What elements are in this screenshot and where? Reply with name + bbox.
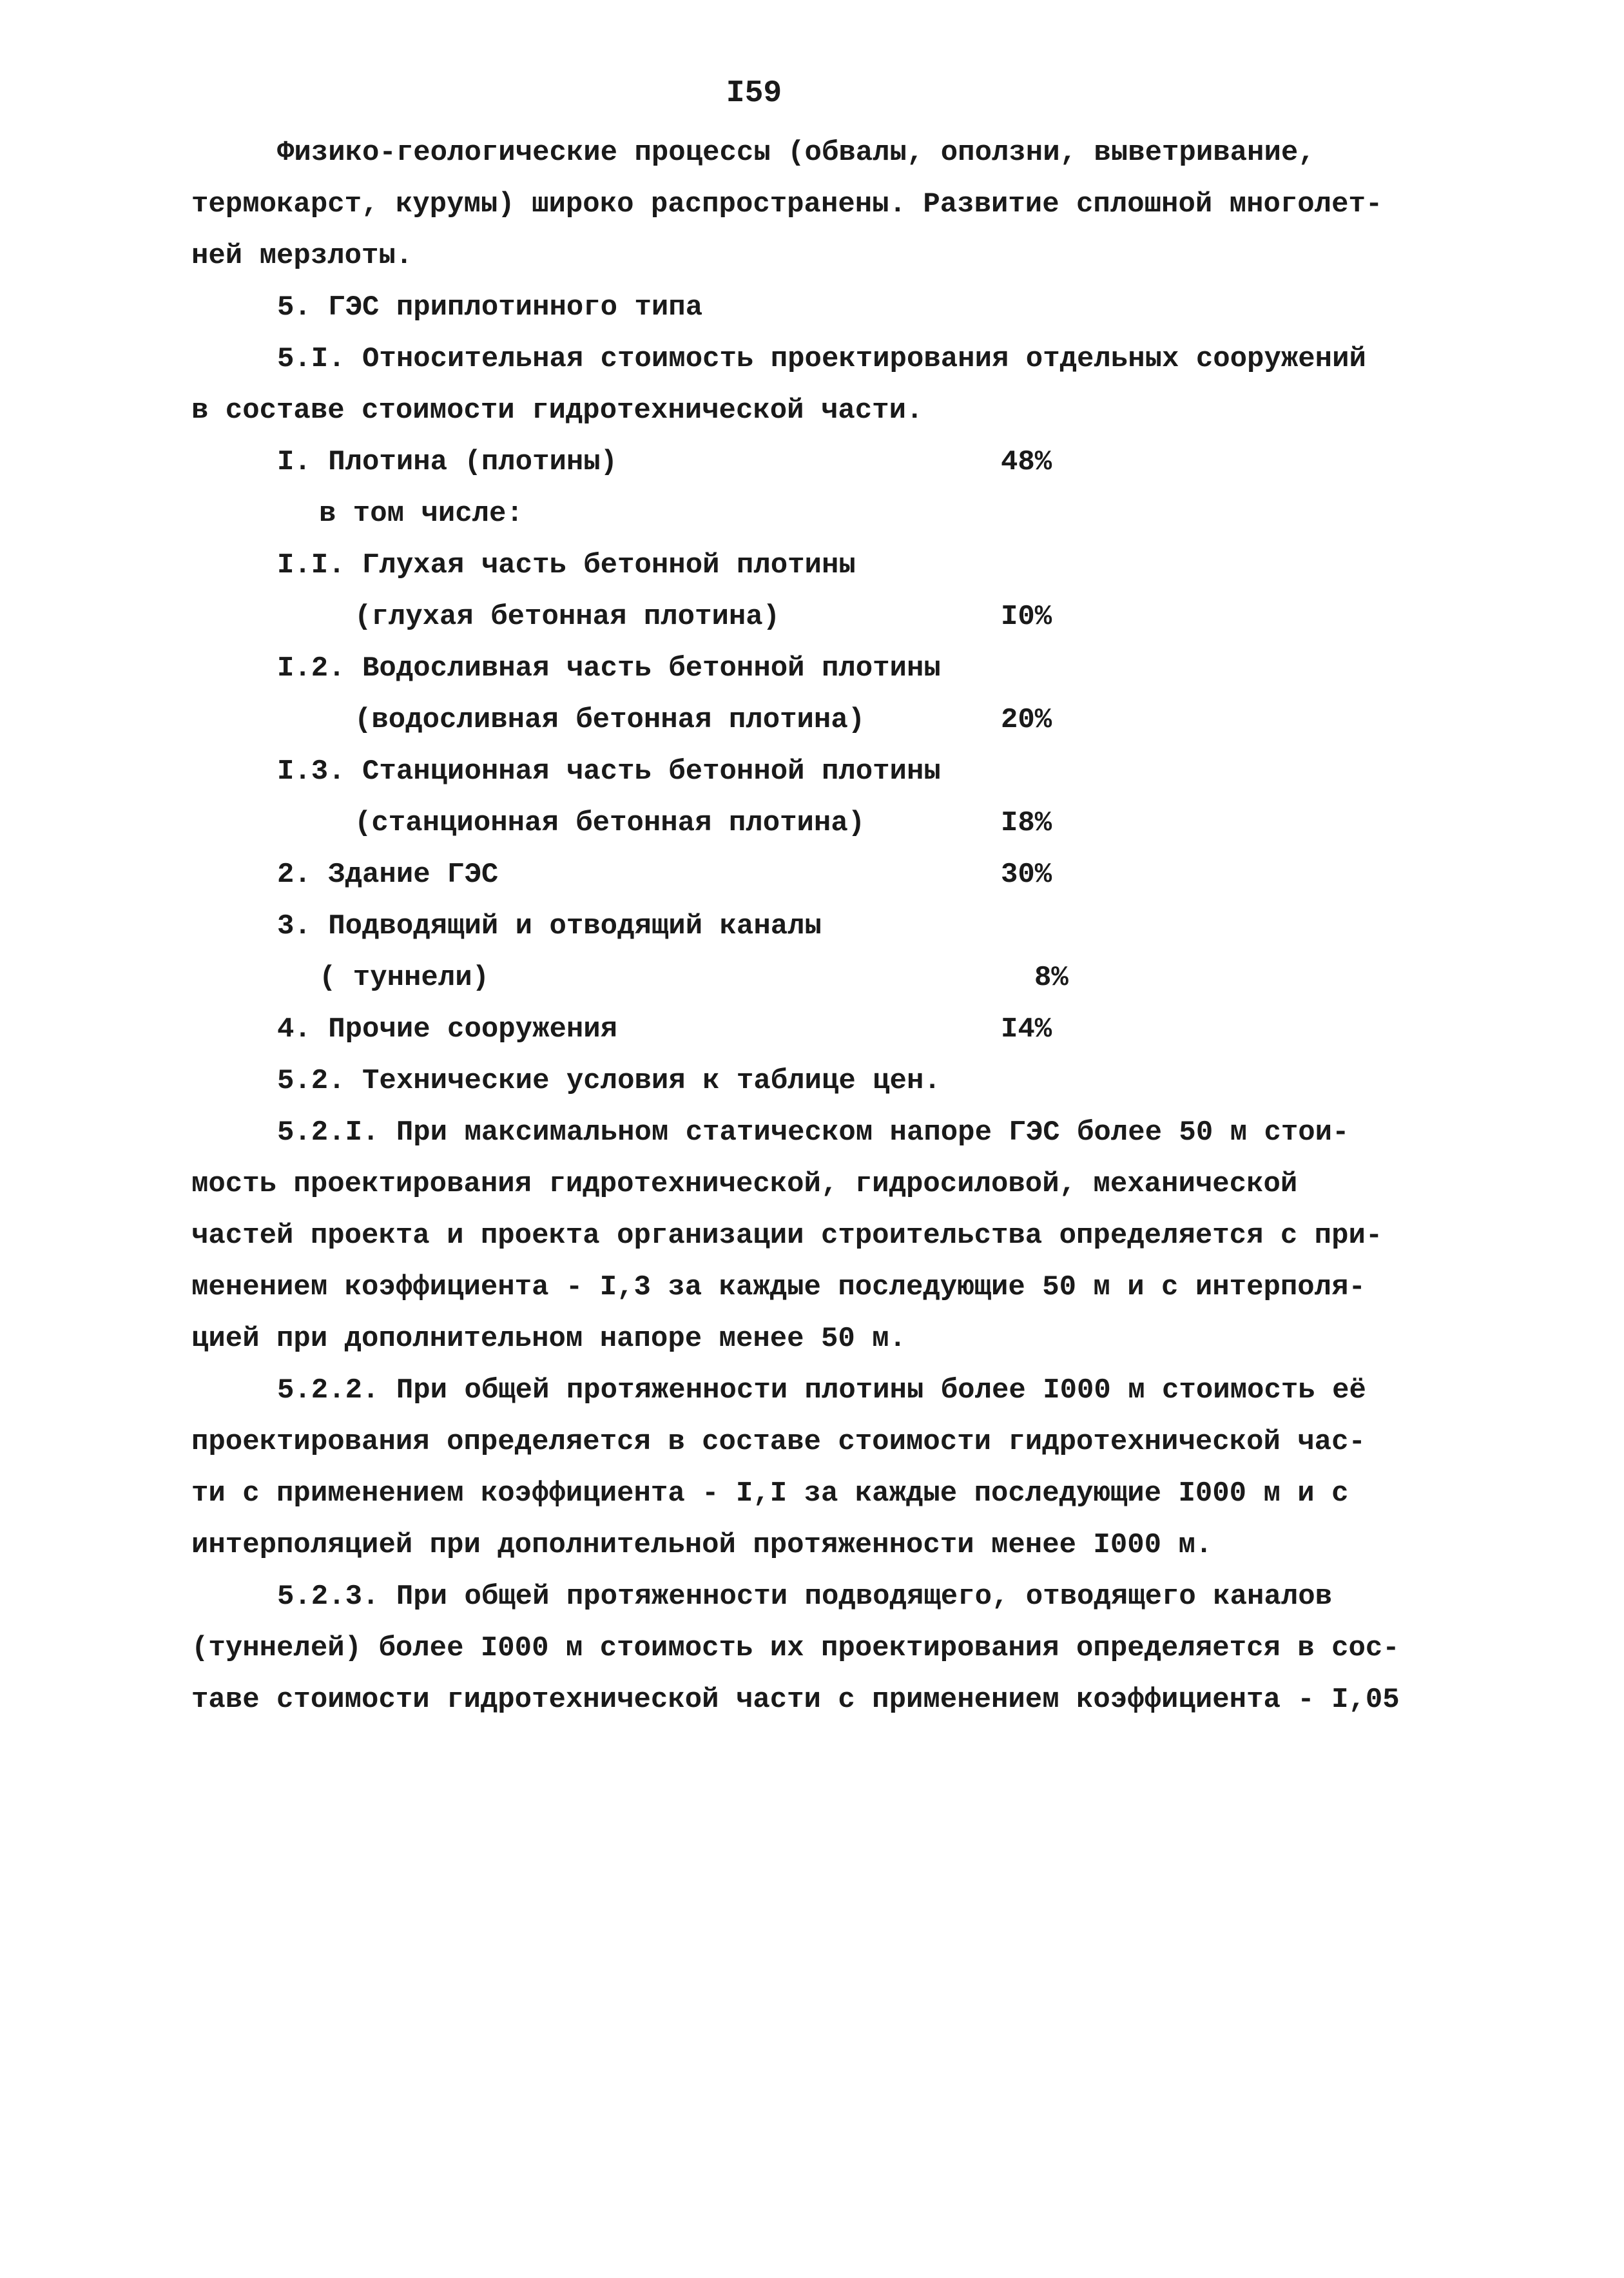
paragraph-5-2-2-line: 5.2.2. При общей протяженности плотины более I000 м стоимость её <box>277 1374 1366 1407</box>
section-heading: 5. ГЭС приплотинного типа <box>277 291 703 324</box>
intro-line-2: термокарст, курумы) широко распространены. Развитие сплошной многолет- <box>191 188 1383 220</box>
paragraph-5-2-3-line: 5.2.3. При общей протяженности подводящего, отводящего каналов <box>277 1581 1333 1613</box>
item-label: (глухая бетонная плотина) <box>354 601 780 633</box>
paragraph-5-2-2-line: ти с применением коэффициента - I,I за каждые последующие I000 м и с <box>191 1477 1349 1510</box>
item-label: (водосливная бетонная плотина) <box>354 704 865 736</box>
subsection-5-1-line-2: в составе стоимости гидротехнической части. <box>191 394 923 427</box>
item-label: (станционная бетонная плотина) <box>354 807 865 839</box>
item-label: I.3. Станционная часть бетонной плотины <box>277 755 941 788</box>
item-label: I.I. Глухая часть бетонной плотины <box>277 549 856 581</box>
paragraph-5-2-2-line: проектирования определяется в составе стоимости гидротехнической час- <box>191 1426 1366 1458</box>
item-label: I. Плотина (плотины) <box>277 446 618 478</box>
item-percent: I4% <box>1001 1013 1052 1046</box>
item-label: ( туннели) <box>319 962 490 994</box>
item-label: в том числе: <box>319 498 523 530</box>
item-label: I.2. Водосливная часть бетонной плотины <box>277 652 941 685</box>
item-percent: 20% <box>1001 704 1052 736</box>
item-percent: 48% <box>1001 446 1052 478</box>
subsection-5-1-line-1: 5.I. Относительная стоимость проектирования отдельных сооружений <box>277 343 1366 375</box>
paragraph-5-2-2-line: интерполяцией при дополнительной протяженности менее I000 м. <box>191 1529 1213 1561</box>
item-label: 2. Здание ГЭС <box>277 859 499 891</box>
item-percent: I8% <box>1001 807 1052 839</box>
page-number: I59 <box>726 76 782 111</box>
item-label: 4. Прочие сооружения <box>277 1013 618 1046</box>
paragraph-5-2-1-line: мость проектирования гидротехнической, гидросиловой, механической <box>191 1168 1298 1200</box>
paragraph-5-2-3-line: таве стоимости гидротехнической части с применением коэффициента - I,05 <box>191 1684 1400 1716</box>
item-percent: 8% <box>1034 962 1068 994</box>
item-percent: 30% <box>1001 859 1052 891</box>
paragraph-5-2-1-line: частей проекта и проекта организации строительства определяется с при- <box>191 1220 1383 1252</box>
paragraph-5-2-3-line: (туннелей) более I000 м стоимость их проектирования определяется в сос- <box>191 1632 1400 1664</box>
item-percent: I0% <box>1001 601 1052 633</box>
paragraph-5-2-1-line: 5.2.I. При максимальном статическом напоре ГЭС более 50 м стои- <box>277 1116 1349 1149</box>
paragraph-5-2-1-line: цией при дополнительном напоре менее 50 м. <box>191 1323 906 1355</box>
paragraph-5-2-1-line: менением коэффициента - I,3 за каждые последующие 50 м и с интерполя- <box>191 1271 1366 1303</box>
item-label: 3. Подводящий и отводящий каналы <box>277 910 822 942</box>
subsection-5-2-heading: 5.2. Технические условия к таблице цен. <box>277 1065 941 1097</box>
intro-line-3: ней мерзлоты. <box>191 240 413 272</box>
intro-line-1: Физико-геологические процессы (обвалы, оползни, выветривание, <box>277 137 1315 169</box>
